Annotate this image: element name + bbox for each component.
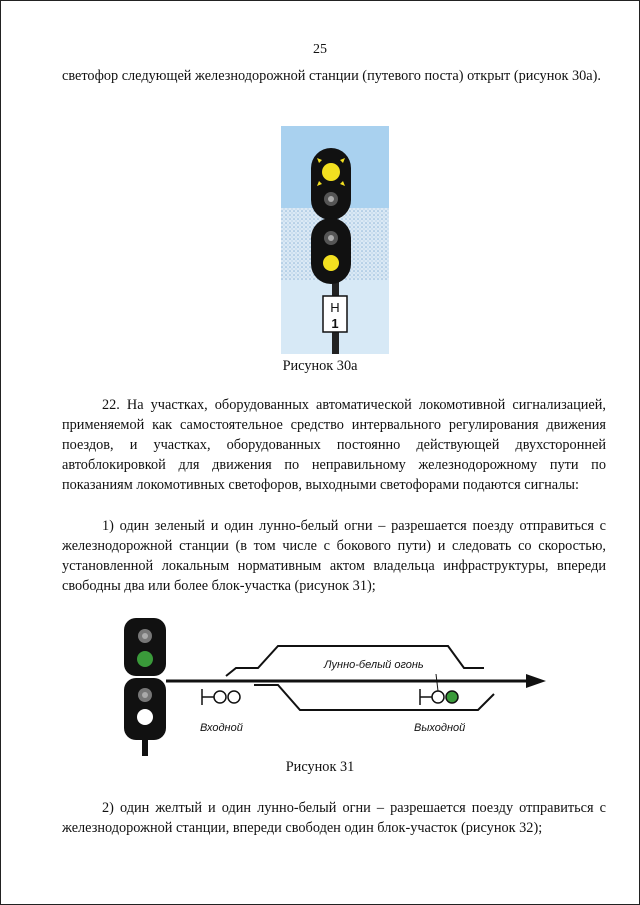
fig31-label-entry: Входной bbox=[200, 722, 243, 734]
intro-paragraph: светофор следующей железнодорожной станции (путевого поста) открыт (рисунок 30а). bbox=[62, 68, 601, 84]
figure-30a-image bbox=[281, 126, 389, 354]
plate-letter: Н bbox=[330, 300, 340, 315]
signal-head-upper bbox=[311, 148, 351, 220]
figure-31-image bbox=[118, 618, 548, 756]
figure-30a-caption: Рисунок 30а bbox=[282, 358, 358, 374]
clause-22-item-1: 1) один зеленый и один лунно-белый огни – разрешается поезду отправиться с железнодорожной станции (в том числе с бокового пути) и следовать со скоростью, установленной локальным нормативным актом владельца инфраструктуры, впереди свободны два или более блок-участка (рисунок 31); bbox=[62, 518, 606, 594]
plate-number: 1 bbox=[331, 316, 339, 331]
fig31-label-exit: Выходной bbox=[414, 722, 466, 734]
fig31-lamp-white bbox=[137, 709, 153, 725]
clause-22-item-2: 2) один желтый и один лунно-белый огни – разрешается поезду отправиться с железнодорожной станции, впереди свободен один блок-участок (рисунок 32); bbox=[62, 800, 606, 836]
fig31-label-lunar: Лунно-белый огонь bbox=[324, 659, 424, 671]
signal-head-lower bbox=[311, 218, 351, 284]
clause-22-paragraph: 22. На участках, оборудованных автоматической локомотивной сигнализацией, применяемой как самостоятельное средство интервального регулирования движения поездов, и участках, оборудованных постоянно действующей двухсторонней автоблокировкой для движения по неправильному железнодорожному пути по показаниям локомотивных светофоров, выходными светофорами подаются сигналы: bbox=[62, 397, 606, 493]
fig31-lamp-green bbox=[137, 651, 153, 667]
lamp-yellow-flashing bbox=[322, 163, 340, 181]
lamp-yellow bbox=[323, 255, 339, 271]
figure-31-caption: Рисунок 31 bbox=[285, 759, 355, 775]
page-number: 25 bbox=[313, 42, 327, 57]
fig31-signal-head-upper bbox=[124, 618, 166, 676]
